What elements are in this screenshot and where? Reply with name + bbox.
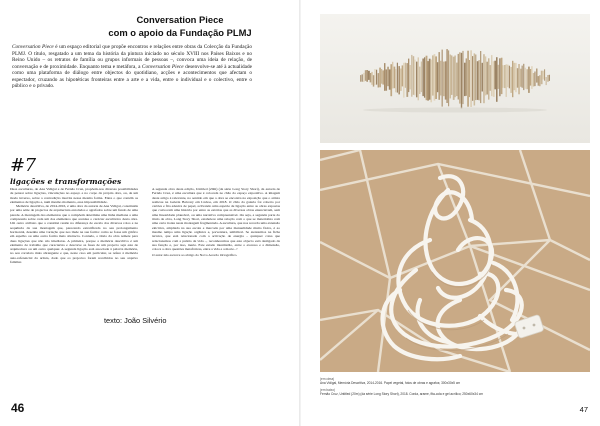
paper-roll <box>410 65 411 89</box>
paper-roll <box>419 67 420 94</box>
paper-roll <box>360 75 361 82</box>
paper-roll <box>485 56 486 95</box>
paper-roll <box>454 56 455 98</box>
paper-roll <box>418 57 419 100</box>
section-heading: ligações e transformações <box>10 177 122 186</box>
paper-roll <box>414 60 415 96</box>
paper-roll <box>371 72 373 85</box>
paper-roll <box>408 59 409 93</box>
section-number: #7 <box>10 155 36 176</box>
paper-roll <box>506 64 507 97</box>
paper-roll <box>402 65 404 86</box>
paper-roll <box>438 52 440 100</box>
paper-roll <box>448 50 449 106</box>
paper-roll <box>421 62 422 93</box>
page-number-left: 46 <box>11 401 25 415</box>
paper-roll <box>496 57 498 102</box>
paper-roll <box>549 75 550 81</box>
paper-roll <box>525 68 526 89</box>
paper-roll <box>467 51 469 107</box>
paper-roll <box>502 65 503 88</box>
paper-roll <box>382 70 384 84</box>
paper-roll <box>518 64 519 94</box>
caption-bottom-text: Fernão Cruz, Untitled (20m) (da série Long Story Short), 2018. Corda, arame, fita-cola e gel acrílico; 250x60x34 cm <box>320 392 483 396</box>
paper-roll <box>435 56 437 99</box>
paper-roll <box>400 69 402 91</box>
paper-roll <box>480 51 481 103</box>
paper-roll <box>474 53 476 105</box>
paper-roll <box>546 77 547 85</box>
paper-roll <box>416 62 417 98</box>
col1-paragraph-2: Memória descritiva, de 2014-2016, é uma obra da autoria de Ana Vidigal, constituída por uma série de projectos de arquitectura enrolados e agrafados sobre um fundo de uma parede. A montagem dos elementos que a compõem determina uma linha mediana a uma compressão sobre cada um dos elementos que acentua o carácter escultórico desta obra. Um outro atributo que a constitui reside na diferença de escala dos diversos rolos e na sequência da sua montagem que, parecendo estratificada no seu prolongamento horizontal, desenha uma variação que nos ilude na sua forma: como se fosse um gráfico em espelho ou uma outra forma mais abstracta. Contudo, o título da obra remete para duas ligações que não são imediatas. A primeira, porque a memória descritiva é um elemento de trabalho que caracteriza e descreve as fases de um projecto seja este de arquitectura ou um outro qualquer. A segunda ligação está associada à palavra memória, no seu correlato mais abrangente e que, neste caso em particular, se refere à memória auto-referencial da artista, dado que os projectos foram recolhidos no seu arquivo familiar. <box>10 204 138 265</box>
paper-roll <box>426 56 428 100</box>
paper-roll <box>462 51 463 104</box>
title-line-2: com o apoio da Fundação PLMJ <box>108 26 252 38</box>
paper-roll <box>397 63 398 93</box>
paper-roll <box>491 55 492 96</box>
paper-roll <box>430 60 432 103</box>
caption-bottom-label: (em baixo) <box>320 388 336 392</box>
paper-roll <box>533 73 535 87</box>
paper-roll <box>515 63 516 92</box>
paper-roll <box>422 59 424 97</box>
paper-roll <box>475 55 476 101</box>
paper-roll <box>446 49 447 103</box>
paper-roll <box>427 61 429 101</box>
paper-roll <box>522 66 523 88</box>
caption-top-label: (em cima) <box>320 377 335 381</box>
paper-roll <box>538 76 540 86</box>
paper-roll <box>403 63 404 98</box>
paper-roll <box>542 71 544 80</box>
paper-roll <box>376 70 377 85</box>
paper-roll <box>437 62 438 92</box>
paper-roll <box>509 66 510 89</box>
wall-shadow <box>363 108 547 113</box>
paper-roll <box>411 55 412 97</box>
floor-sculpture-image <box>320 150 590 372</box>
article-column-1 <box>10 187 138 264</box>
paper-roll <box>424 57 425 97</box>
paper-roll <box>405 63 406 88</box>
paper-roll <box>498 65 500 89</box>
paper-roll <box>528 67 530 93</box>
paper-roll <box>541 71 543 85</box>
paper-roll <box>494 61 496 90</box>
right-page <box>300 0 600 426</box>
paper-roll <box>387 67 389 87</box>
paper-roll <box>440 61 441 96</box>
paper-roll <box>472 56 473 101</box>
page-number-right: 47 <box>579 405 588 414</box>
paper-roll <box>389 69 391 89</box>
paper-roll <box>501 58 503 94</box>
paper-roll <box>386 69 387 90</box>
paper-roll <box>530 69 532 86</box>
paper-roll <box>413 56 414 95</box>
paper-roll <box>470 50 471 107</box>
paper-roll <box>450 55 451 99</box>
paper-roll <box>493 61 495 97</box>
paper-roll <box>534 72 535 87</box>
paper-roll <box>451 55 452 95</box>
intro-em-2: Conversation Piece <box>141 63 184 70</box>
paper-roll <box>434 54 436 101</box>
paper-roll <box>456 63 458 97</box>
col1-paragraph-1: Duas esculturas, de Ana Vidigal e de Fernão Cruz, propõem-nos diversas possibilidades de pensar sobre ligações, vinculações no espaço e no corpo da própria obra, ou, de um modo inverso, sobre a contradição inscrita nessa mesma forma. Entre o que contém os elementos de ligação e, num mesmo momento, essa impossibilidade. <box>10 187 138 204</box>
paper-roll <box>432 55 434 95</box>
paper-roll <box>363 73 364 82</box>
author-credit: texto: João Silvério <box>104 316 167 325</box>
paper-roll <box>536 69 538 83</box>
photo-memoria-descritiva <box>320 14 590 143</box>
paper-roll <box>482 63 483 92</box>
page-title <box>60 14 300 39</box>
col2-paragraph-2: O autor não escreve ao abrigo do Novo Acordo Ortográfico. <box>152 253 238 258</box>
paper-roll <box>442 50 443 107</box>
intro-paragraph <box>12 44 252 90</box>
paper-roll <box>514 63 516 90</box>
paper-roll <box>520 69 522 87</box>
photo-untitled-20m <box>320 150 590 372</box>
paper-roll <box>517 68 518 88</box>
paper-roll <box>378 73 379 87</box>
paper-roll <box>445 61 447 99</box>
paper-roll <box>544 69 545 80</box>
paper-roll <box>394 67 396 89</box>
paper-roll <box>395 69 396 92</box>
paper-roll <box>477 61 479 100</box>
paper-roll <box>381 69 382 84</box>
paper-roll <box>406 63 408 97</box>
paper-roll <box>398 66 400 94</box>
paper-roll <box>461 53 462 109</box>
paper-roll <box>362 74 363 81</box>
intro-em-1: Conversation Piece <box>12 44 54 50</box>
caption-top <box>320 377 592 385</box>
intro-text-1: é um espaço editorial que propõe encontros e relações entre obras da Colecção da Fundação PLMJ. O título, resgatado a um tema da história da pintura iniciado no século XVIII nos Países Baixos e no Reino Unido – os retratos de família ou grupos informais de pessoas –, convoca uma ideia de relação, de conversação e de proximidade. Enquanto tema e metáfora, a <box>12 44 252 70</box>
paper-roll <box>486 62 488 95</box>
paper-roll <box>531 66 532 89</box>
paper-roll <box>499 58 500 96</box>
paper-roll <box>547 75 549 82</box>
paper-roll <box>483 54 485 103</box>
paper-roll <box>365 70 367 81</box>
paper-roll <box>459 52 460 103</box>
paper-roll <box>539 75 540 86</box>
paper-roll <box>384 63 385 91</box>
paper-roll <box>488 58 489 99</box>
paper-roll <box>390 64 392 96</box>
caption-top-text: Ana Vidigal, Memória Descritiva, 2014-2016. Papel vegetal, fotos de obras e agrafos; 300x30x5 cm <box>320 381 461 385</box>
article-column-2 <box>152 187 280 258</box>
paper-roll <box>510 67 511 93</box>
paper-roll <box>490 65 491 91</box>
title-line-1: Conversation Piece <box>136 14 224 25</box>
paper-roll <box>478 60 479 100</box>
paper-roll <box>379 68 381 88</box>
wall-sculpture-image <box>320 14 590 143</box>
paper-roll <box>373 75 374 86</box>
paper-roll <box>504 65 506 88</box>
paper-roll <box>368 71 370 80</box>
paper-roll <box>370 73 372 82</box>
paper-roll <box>374 69 375 85</box>
paper-roll <box>443 62 444 97</box>
paper-roll <box>464 63 466 96</box>
paper-roll <box>458 54 459 100</box>
paper-roll <box>453 57 455 100</box>
paper-roll <box>466 58 467 95</box>
paper-roll <box>512 61 513 97</box>
paper-roll <box>366 70 368 82</box>
paper-roll <box>507 65 508 88</box>
intro-text-2: desenvolve-se até à actualidade como uma plataforma de diálogo entre objectos do quotidiano, acções e acontecimentos que afectam o espectador, cruzando as hipotéticas fronteiras entre a arte e a vida, entre o individual e o colectivo, entre o público e o privado. <box>12 63 252 89</box>
paper-roll <box>469 60 470 97</box>
paper-roll <box>392 62 393 89</box>
paper-roll <box>526 69 528 89</box>
paper-roll <box>429 59 431 100</box>
col2-paragraph-1: A segunda obra desta edição, Untitled (20m) (da série Long Story Short), da autoria de Fernão Cruz, é uma escultura que é colocada no chão do espaço expositivo. A imagem deste artigo é relevante, no sentido em que a obra se encontra na exposição que o artista realizou na Galeria Balcony em Lisboa, em 2018. O chão da galeria foi coberto por cartões e fita adesiva de papel, activando uma espécie de ligação entre as obras expostas que convocam uma história por entre as estórias que as diversas obras enunciavam, sem uma linearidade plausível, ou uma narrativa compreensível. Ou seja, a segunda parte do título da obra, Long Story Short, estabelece uma relação com o que se materializa com uma certa ironia nesta montagem fragmentada. A escultura, que nos recorda uma extensão eléctrica, ampliada na sua escala e marcada por uma manualidade muito física, é ao mesmo tempo uma ligação orgânica e, porventura, umbilical. Se atentarmos na ficha técnica, que está relacionada com a activação de energia – qualquer coisa que relacionamos com a pulsão da vida –, reconhecemos que este objecto está desligado da sua função e, por isso, inerte. Este estado intermédio, entre o excesso e a dimensão, coloca a obra questões metafóricas, entre a vida e a morte. // <box>152 187 280 252</box>
caption-bottom <box>320 388 592 396</box>
paper-roll <box>523 64 524 90</box>
